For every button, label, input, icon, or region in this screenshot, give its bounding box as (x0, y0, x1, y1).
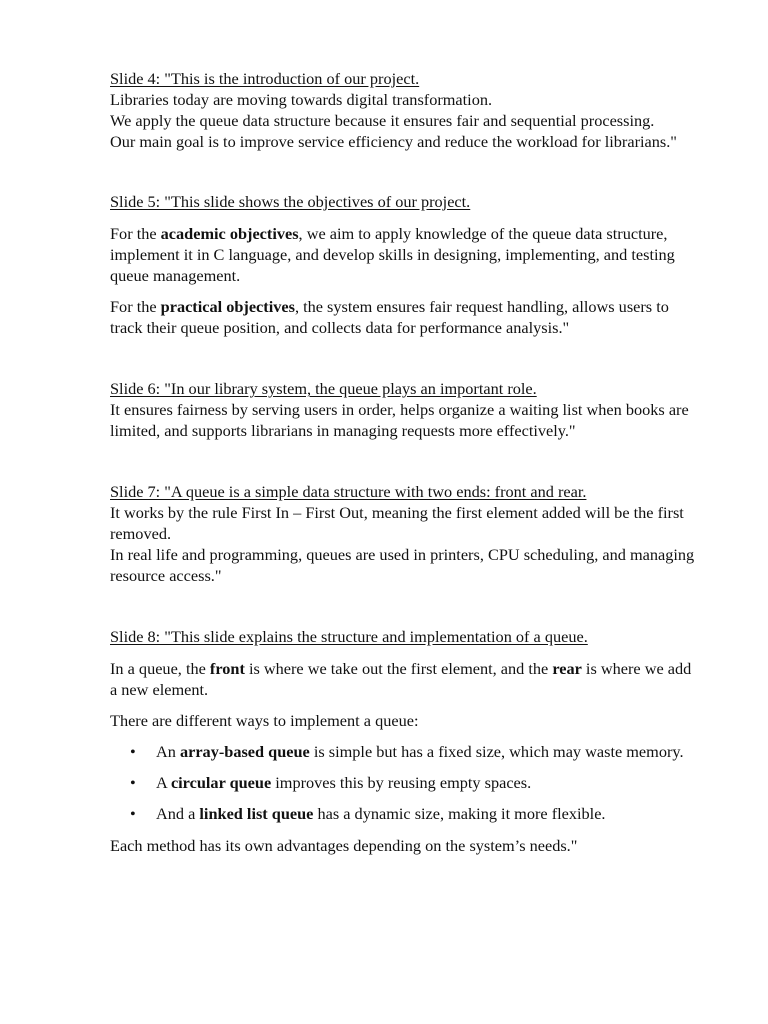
academic-objectives-bold: academic objectives (160, 224, 299, 243)
text-run: improves this by reusing empty spaces. (271, 773, 532, 792)
text-run: An (156, 742, 180, 761)
practical-objectives-bold: practical objectives (160, 297, 295, 316)
slide-5-practical-paragraph (110, 296, 700, 338)
bullet-icon: • (130, 742, 136, 761)
slide-4-heading: Slide 4: "This is the introduction of our project. (110, 69, 420, 88)
slide-5-academic-paragraph (110, 223, 700, 286)
slide-6-heading: Slide 6: "In our library system, the queue plays an important role. (110, 379, 537, 398)
slide-8-front-rear-paragraph (110, 658, 700, 700)
text-run: is simple but has a fixed size, which may waste memory. (309, 742, 684, 761)
list-item (110, 803, 700, 824)
slide-6-line-1: It ensures fairness by serving users in order, helps organize a waiting list when books are limited, and supports librarians in managing requests more effectively." (110, 400, 689, 440)
linked-list-queue-bold: linked list queue (199, 804, 314, 823)
text-run: A (156, 773, 171, 792)
text-run: In a queue, the (110, 659, 210, 678)
slide-5-section (110, 191, 700, 338)
slide-8-intro-paragraph: There are different ways to implement a queue: (110, 711, 419, 730)
text-run: has a dynamic size, making it more flexible. (313, 804, 606, 823)
text-run: For the (110, 297, 161, 316)
text-run: , we aim to apply knowledge of the queue data structure, implement it in C language, and develop skills in designing, implementing, and testing queue management. (110, 224, 675, 285)
text-run: For the (110, 224, 161, 243)
slide-4-section (110, 68, 700, 152)
list-item (110, 772, 700, 793)
slide-8-closing-paragraph: Each method has its own advantages depending on the system’s needs." (110, 836, 578, 855)
text-run: is where we add a new element. (110, 659, 692, 699)
slide-5-heading: Slide 5: "This slide shows the objectives of our project. (110, 192, 471, 211)
slide-4-line-1: Libraries today are moving towards digital transformation. (110, 90, 493, 109)
slide-7-heading: Slide 7: "A queue is a simple data structure with two ends: front and rear. (110, 482, 587, 501)
slide-7-line-2: In real life and programming, queues are used in printers, CPU scheduling, and managing resource access." (110, 545, 695, 585)
bullet-icon: • (130, 804, 136, 823)
text-run: And a (156, 804, 200, 823)
implementation-list (110, 741, 700, 824)
front-bold: front (209, 659, 245, 678)
slide-4-line-2: We apply the queue data structure because it ensures fair and sequential processing. (110, 111, 655, 130)
text-run: , the system ensures fair request handling, allows users to track their queue position, and collects data for performance analysis." (110, 297, 669, 337)
slide-4-line-3: Our main goal is to improve service efficiency and reduce the workload for librarians." (110, 132, 677, 151)
slide-8-section (110, 626, 700, 856)
rear-bold: rear (552, 659, 582, 678)
slide-6-section (110, 378, 700, 441)
circular-queue-bold: circular queue (170, 773, 272, 792)
slide-8-heading: Slide 8: "This slide explains the structure and implementation of a queue. (110, 627, 588, 646)
bullet-icon: • (130, 773, 136, 792)
slide-7-section (110, 481, 700, 586)
document-page (110, 68, 700, 856)
slide-7-line-1: It works by the rule First In – First Out, meaning the first element added will be the first removed. (110, 503, 684, 543)
list-item (110, 741, 700, 762)
text-run: is where we take out the first element, and the (244, 659, 553, 678)
array-based-queue-bold: array-based queue (179, 742, 310, 761)
